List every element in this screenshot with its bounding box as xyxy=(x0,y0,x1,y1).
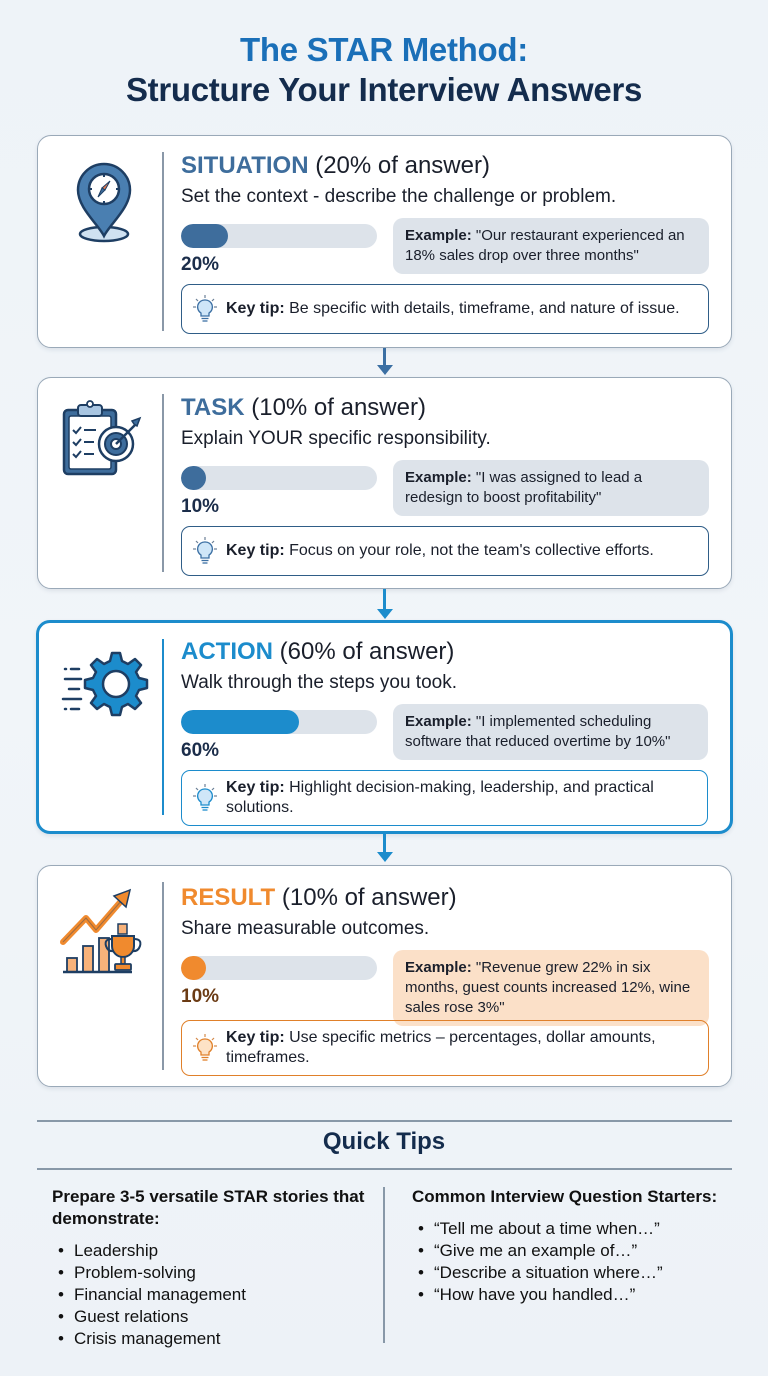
key-tip-box xyxy=(181,1020,709,1076)
flow-arrow xyxy=(383,834,386,862)
progress-bar xyxy=(181,466,377,490)
step-weight: (60% of answer) xyxy=(279,638,455,665)
clipboard-target-icon xyxy=(58,396,154,492)
gear-motion-icon xyxy=(57,639,153,735)
percent-label: 10% xyxy=(181,496,220,517)
percent-label: 20% xyxy=(181,254,220,275)
example-box xyxy=(393,460,709,516)
list-item: • Guest relations xyxy=(52,1306,372,1328)
growth-chart-trophy-icon xyxy=(58,882,154,978)
example-box xyxy=(393,704,708,760)
example-text: "Our restaurant experienced an 18% sales drop over three months" xyxy=(405,227,685,264)
progress-fill xyxy=(181,224,228,248)
progress-bar xyxy=(181,710,377,734)
tip-label: Key tip: xyxy=(226,1029,285,1046)
quick-tips-left xyxy=(52,1186,372,1350)
card-result xyxy=(37,865,732,1087)
left-list xyxy=(52,1240,372,1350)
lightbulb-icon xyxy=(192,536,218,566)
column-divider xyxy=(383,1187,385,1343)
list-item: • Financial management xyxy=(52,1284,372,1306)
list-item: • “Describe a situation where…” xyxy=(412,1262,722,1284)
flow-arrow xyxy=(383,348,386,375)
step-weight: (10% of answer) xyxy=(251,394,426,421)
percent-label: 10% xyxy=(181,986,220,1007)
tip-text: Be specific with details, timeframe, and nature of issue. xyxy=(289,300,680,317)
card-heading xyxy=(181,150,709,182)
tip-label: Key tip: xyxy=(226,542,285,559)
list-item: • “Give me an example of…” xyxy=(412,1240,722,1262)
left-heading: Prepare 3-5 versatile STAR stories that demonstrate: xyxy=(52,1187,365,1228)
tip-text: Focus on your role, not the team's collective efforts. xyxy=(289,542,654,559)
step-keyword: RESULT xyxy=(181,884,276,911)
example-box xyxy=(393,218,709,274)
card-task xyxy=(37,377,732,589)
progress-bar xyxy=(181,956,377,980)
list-item: • “How have you handled…” xyxy=(412,1284,722,1306)
card-heading xyxy=(181,392,709,424)
step-weight: (20% of answer) xyxy=(315,152,490,179)
list-item: • “Tell me about a time when…” xyxy=(412,1218,722,1240)
key-tip-box xyxy=(181,284,709,334)
step-description: Share measurable outcomes. xyxy=(181,918,430,939)
step-description: Set the context - describe the challenge or problem. xyxy=(181,186,617,207)
card-action xyxy=(36,620,733,834)
lightbulb-icon xyxy=(192,294,218,324)
card-situation xyxy=(37,135,732,348)
right-heading: Common Interview Question Starters: xyxy=(412,1187,718,1206)
progress-bar xyxy=(181,224,377,248)
tip-text: Highlight decision-making, leadership, and practical solutions. xyxy=(226,779,654,816)
flow-arrow xyxy=(383,589,386,619)
key-tip-box xyxy=(181,770,708,826)
example-text: "I implemented scheduling software that reduced overtime by 10%" xyxy=(405,713,671,750)
title-line-1: The STAR Method: xyxy=(240,31,528,68)
progress-fill xyxy=(181,710,299,734)
step-keyword: ACTION xyxy=(181,638,273,665)
key-tip-box xyxy=(181,526,709,576)
card-heading xyxy=(181,636,708,668)
example-label: Example: xyxy=(405,959,472,976)
card-divider xyxy=(162,394,164,572)
right-list xyxy=(412,1218,722,1306)
example-label: Example: xyxy=(405,227,472,244)
percent-label: 60% xyxy=(181,740,220,761)
section-divider-bottom xyxy=(37,1168,732,1170)
page-title xyxy=(0,30,768,110)
lightbulb-icon xyxy=(192,1033,218,1063)
example-label: Example: xyxy=(405,469,472,486)
step-keyword: SITUATION xyxy=(181,152,309,179)
card-divider xyxy=(162,152,164,331)
section-divider-top xyxy=(37,1120,732,1122)
list-item: • Crisis management xyxy=(52,1328,372,1350)
step-keyword: TASK xyxy=(181,394,245,421)
example-label: Example: xyxy=(405,713,472,730)
list-item: • Problem-solving xyxy=(52,1262,372,1284)
step-weight: (10% of answer) xyxy=(281,884,457,911)
progress-fill xyxy=(181,466,206,490)
quick-tips-right xyxy=(412,1186,722,1306)
tip-text: Use specific metrics – percentages, dollar amounts, timeframes. xyxy=(226,1029,656,1066)
tip-label: Key tip: xyxy=(226,779,285,796)
progress-fill xyxy=(181,956,206,980)
example-text: "Revenue grew 22% in six months, guest counts increased 12%, wine sales rose 3%" xyxy=(405,959,691,1016)
card-divider xyxy=(162,639,164,815)
card-divider xyxy=(162,882,164,1070)
card-heading xyxy=(181,882,709,914)
title-line-2: Structure Your Interview Answers xyxy=(125,71,643,108)
step-description: Explain YOUR specific responsibility. xyxy=(181,428,491,449)
example-text: "I was assigned to lead a redesign to boost profitability" xyxy=(405,469,643,506)
lightbulb-icon xyxy=(192,783,218,813)
quick-tips-title: Quick Tips xyxy=(322,1128,446,1155)
example-box xyxy=(393,950,709,1026)
map-pin-compass-icon xyxy=(58,154,154,250)
tip-label: Key tip: xyxy=(226,300,285,317)
list-item: • Leadership xyxy=(52,1240,372,1262)
step-description: Walk through the steps you took. xyxy=(181,672,458,693)
